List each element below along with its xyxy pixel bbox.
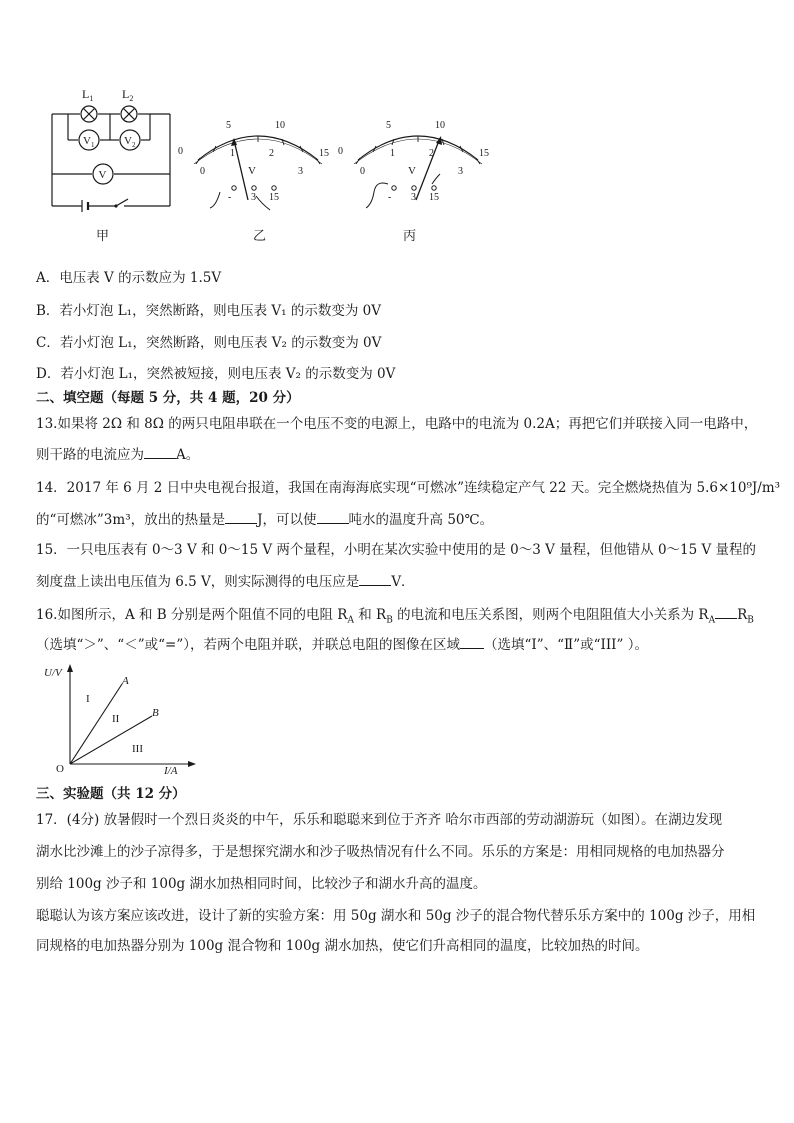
graph-region-3: III xyxy=(132,743,143,755)
terminal-3: 3 xyxy=(251,192,256,203)
graph-region-1: I xyxy=(86,693,90,705)
q16-sub-b2: B xyxy=(747,615,754,626)
question-16-line-1 xyxy=(36,604,754,631)
q14-heat-blank[interactable] xyxy=(225,509,257,524)
dial-bottom-1: 1 xyxy=(230,148,235,159)
question-17-line-1: 17．(4分) 放暑假时一个烈日炎炎的中午，乐乐和聪聪来到位于齐齐 哈尔市西部的劳动湖游玩（如图）。在湖边发现 xyxy=(36,812,723,828)
question-14-line-1: 14．2017 年 6 月 2 日中央电视台报道，我国在南海海底实现“可燃冰”连续稳定产气 22 天。完全燃烧热值为 5.6×10⁹J/m³ xyxy=(36,480,781,496)
q16-sub-a2: A xyxy=(708,615,716,626)
q14-text-c: 吨水的温度升高 50℃。 xyxy=(348,512,494,528)
q16-sub-b: B xyxy=(386,615,393,626)
question-17-line-3: 别给 100g 沙子和 100g 湖水加热相同时间，比较沙子和湖水升高的温度。 xyxy=(36,876,487,892)
question-17-line-2: 湖水比沙滩上的沙子凉得多，于是想探究湖水和沙子吸热情况有什么不同。乐乐的方案是：用相同规格的电加热器分 xyxy=(36,844,725,860)
option-c: C．若小灯泡 L₁，突然断路，则电压表 V₂ 的示数变为 0V xyxy=(36,335,382,351)
q15-text-a: 刻度盘上读出电压值为 6.5 V，则实际测得的电压应是 xyxy=(36,574,360,590)
voltmeter-dial-bing xyxy=(336,112,496,212)
question-16-line-2 xyxy=(36,634,648,655)
caption-bing: 丙 xyxy=(403,229,417,244)
dial-top-5: 5 xyxy=(386,120,391,131)
dial-top-0: 0 xyxy=(178,146,183,157)
q15-text-b: V． xyxy=(391,574,415,590)
graph-region-2: II xyxy=(112,713,120,725)
q13-answer-blank[interactable] xyxy=(144,444,176,459)
dial-top-15: 15 xyxy=(319,148,329,159)
q16-sub-a: A xyxy=(347,615,354,626)
dial-bottom-3: 3 xyxy=(458,166,463,177)
u-i-graph xyxy=(34,660,204,778)
caption-yi: 乙 xyxy=(253,229,267,244)
q16-text-c: 的电流和电压关系图，则两个电阻阻值大小关系为 R xyxy=(392,607,709,623)
dial-bottom-2: 2 xyxy=(269,148,274,159)
q16-text-f: （选填“I”、“Ⅱ”或“III” ）。 xyxy=(483,637,648,653)
q16-text-e: （选填“＞”、“＜”或“=”），若两个电阻并联，并联总电阻的图像在区域 xyxy=(36,637,460,653)
q16-text-d: R xyxy=(737,607,748,623)
dial-top-10: 10 xyxy=(275,120,285,131)
question-17-line-4: 聪聪认为该方案应该改进，设计了新的实验方案：用 50g 湖水和 50g 沙子的混合物代替乐乐方案中的 100g 沙子，用相 xyxy=(36,908,756,924)
q13-text-a: 则干路的电流应为 xyxy=(36,447,144,463)
dial-top-5: 5 xyxy=(226,120,231,131)
label-v2: $V_2$ xyxy=(124,135,136,149)
q16-compare-blank[interactable] xyxy=(715,604,737,619)
dial-bottom-0: 0 xyxy=(200,166,205,177)
question-13-line-1: 13.如果将 2Ω 和 8Ω 的两只电阻串联在一个电压不变的电源上，电路中的电流为 0.2A；再把它们并联接入同一电路中， xyxy=(36,416,758,432)
dial-bottom-2: 2 xyxy=(429,148,434,159)
q15-answer-blank[interactable] xyxy=(359,571,391,586)
graph-line-b: B xyxy=(152,707,159,719)
section-heading-fill-in: 二、填空题（每题 5 分，共 4 题，20 分） xyxy=(36,390,300,406)
option-a: A．电压表 V 的示数应为 1.5V xyxy=(36,270,222,286)
graph-line-a: A xyxy=(122,675,129,687)
label-v1: $V_1$ xyxy=(83,135,95,149)
terminal-minus: - xyxy=(388,192,392,203)
question-17-line-5: 同规格的电加热器分别为 100g 混合物和 100g 湖水加热，使它们升高相同的温度，比较加热的时间。 xyxy=(36,938,649,954)
section-heading-experiment: 三、实验题（共 12 分） xyxy=(36,786,186,802)
dial-bottom-0: 0 xyxy=(360,166,365,177)
q14-text-b: J，可以使 xyxy=(257,512,317,528)
caption-jia: 甲 xyxy=(96,229,110,244)
question-15-line-2 xyxy=(36,571,415,592)
option-d: D．若小灯泡 L₁，突然被短接，则电压表 V₂ 的示数变为 0V xyxy=(36,366,396,382)
graph-ylabel: U/V xyxy=(44,667,62,679)
label-v: V xyxy=(98,169,107,181)
terminal-minus: - xyxy=(228,192,232,203)
label-l1: $L_1$ xyxy=(82,87,94,103)
dial-bottom-3: 3 xyxy=(298,166,303,177)
q14-text-a: 的“可燃冰”3m³，放出的热量是 xyxy=(36,512,226,528)
dial-unit-v: V xyxy=(408,165,416,177)
dial-top-0: 0 xyxy=(338,146,343,157)
terminal-15: 15 xyxy=(429,192,439,203)
question-15-line-1: 15．一只电压表有 0～3 V 和 0～15 V 两个量程，小明在某次实验中使用的是 0～3 V 量程，但他错从 0～15 V 量程的 xyxy=(36,542,757,558)
q16-text-b: 和 R xyxy=(353,607,387,623)
q14-mass-blank[interactable] xyxy=(317,509,349,524)
dial-top-15: 15 xyxy=(479,148,489,159)
question-14-line-2 xyxy=(36,509,493,530)
q16-region-blank[interactable] xyxy=(460,634,484,649)
label-l2: $L_2$ xyxy=(122,87,134,103)
q16-text-a: 16.如图所示，A 和 B 分别是两个阻值不同的电阻 R xyxy=(36,607,348,623)
question-13-line-2 xyxy=(36,444,199,465)
option-b: B．若小灯泡 L₁，突然断路，则电压表 V₁ 的示数变为 0V xyxy=(36,303,381,319)
voltmeter-dial-yi xyxy=(176,112,336,212)
terminal-15: 15 xyxy=(269,192,279,203)
graph-xlabel: I/A xyxy=(164,765,178,777)
graph-origin: O xyxy=(56,763,64,775)
circuit-diagram-jia xyxy=(40,82,180,212)
dial-top-10: 10 xyxy=(435,120,445,131)
q13-text-b: A。 xyxy=(176,447,200,463)
dial-bottom-1: 1 xyxy=(390,148,395,159)
dial-unit-v: V xyxy=(248,165,256,177)
terminal-3: 3 xyxy=(411,192,416,203)
